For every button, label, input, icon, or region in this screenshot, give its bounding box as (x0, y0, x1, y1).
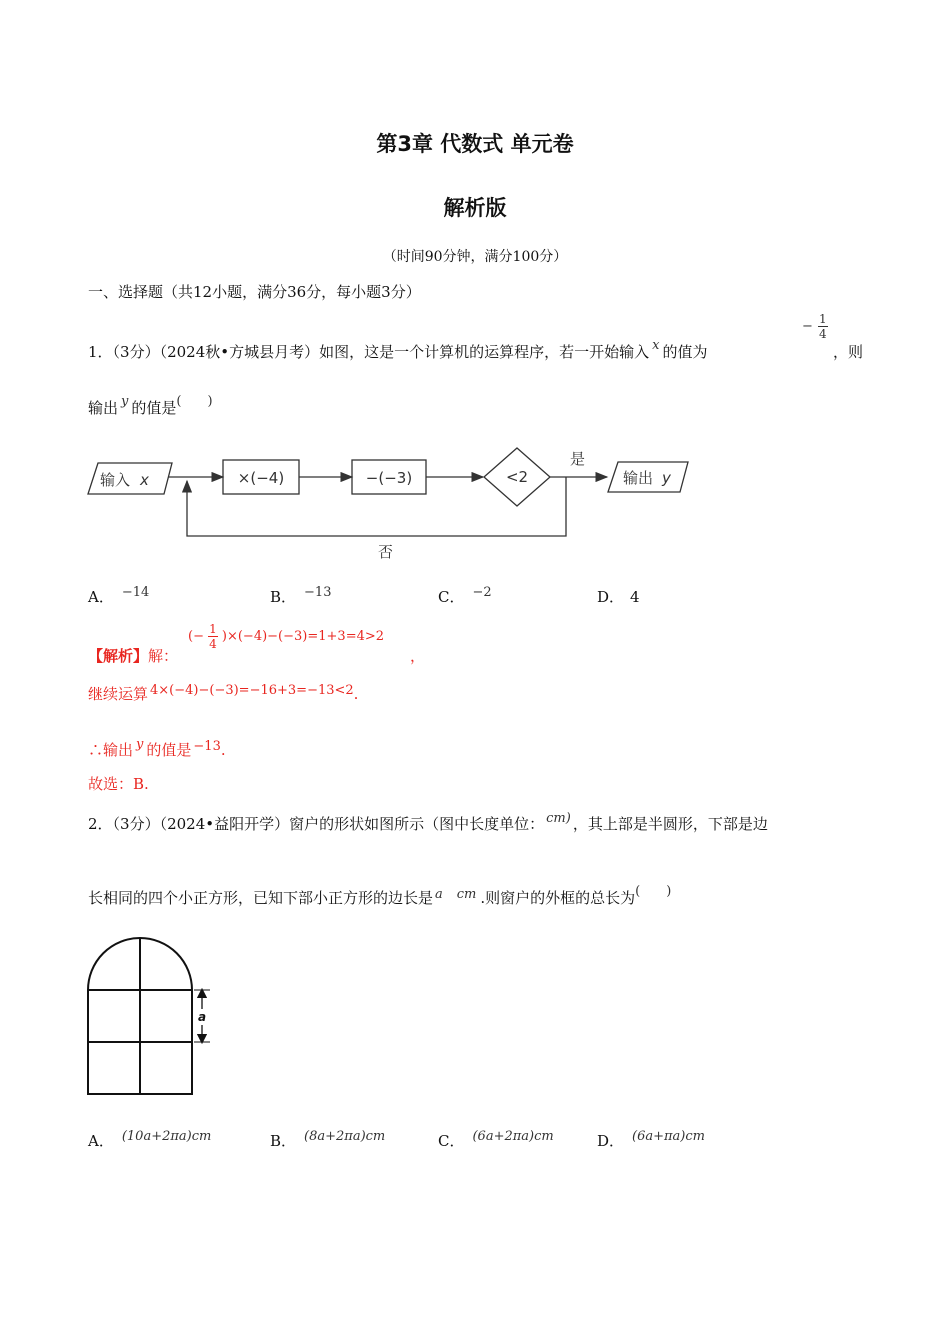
page-subtitle: 解析版 (443, 196, 507, 220)
flowchart-box-multiply-label: ×(−4) (237, 469, 285, 487)
time-info: （时间90分钟，满分100分） (382, 249, 568, 265)
question-1-stem-line2: 输出 y 的值是( ) (88, 394, 213, 417)
flowchart-box-subtract-label: −(−3) (365, 469, 413, 487)
q1-option-d[interactable]: D． 4 (597, 588, 640, 606)
q1-analysis-line3: ∴输出 y 的值是 −13. (88, 737, 226, 759)
question-2-stem-line2: 长相同的四个小正方形，已知下部小正方形的边长是 a cm .则窗户的外框的总长为( ) (88, 884, 672, 907)
q1-option-c[interactable]: C． −2 (438, 585, 492, 606)
window-figure (82, 935, 232, 1100)
q1-option-a[interactable]: A． −14 (88, 585, 150, 606)
q1-analysis-line1: 【解析】解： (88, 647, 179, 665)
flowchart-diagram (80, 440, 700, 570)
q2-option-d[interactable]: D． (6a+πa)cm (597, 1129, 705, 1150)
section-heading: 一、选择题（共12小题，满分36分，每小题3分） (88, 283, 421, 301)
flowchart-yes-label: 是 (570, 450, 586, 468)
q1-answer: 故选：B. (88, 775, 149, 793)
flowchart-output-var: y (662, 469, 671, 487)
q2-option-b[interactable]: B． (8a+2πa)cm (270, 1129, 386, 1150)
var-x: x (652, 338, 660, 353)
answer-paren: ( ) (176, 394, 213, 409)
page-title: 第3章 代数式 单元卷 (376, 132, 574, 156)
q2-option-a[interactable]: A． (10a+2πa)cm (88, 1129, 212, 1150)
q1-analysis-expression1: (− $\frac{1}{4}$ )×(−4)−(−3)=1+3=4>2 (188, 622, 385, 651)
flowchart-no-label: 否 (378, 543, 394, 561)
question-2-stem-line1: 2．（3分）（2024•益阳开学）窗户的形状如图所示（图中长度单位： cm) ，其上部是半圆形，下部是边 (88, 811, 768, 833)
q2-option-c[interactable]: C． (6a+2πa)cm (438, 1129, 554, 1150)
window-dimension-label: a (197, 1010, 207, 1024)
q1-analysis-comma: ， (410, 647, 426, 665)
flowchart-output-label: 输出 (623, 469, 654, 487)
question-1-stem-tail: ，则 (833, 343, 864, 361)
flowchart-condition-label: <2 (505, 468, 529, 486)
flowchart-input-var: x (140, 471, 149, 489)
input-value-fraction: − $\frac{1}{4}$ (802, 312, 827, 341)
question-1-stem-line1: 1．（3分）（2024秋•方城县月考）如图，这是一个计算机的运算程序，若一开始输入 x 的值为 (88, 338, 708, 361)
q1-analysis-line2: 继续运算 4×(−4)−(−3)=−16+3=−13<2. (88, 683, 359, 703)
flowchart-input-label: 输入 (100, 471, 131, 489)
q1-option-b[interactable]: B． −13 (270, 585, 332, 606)
